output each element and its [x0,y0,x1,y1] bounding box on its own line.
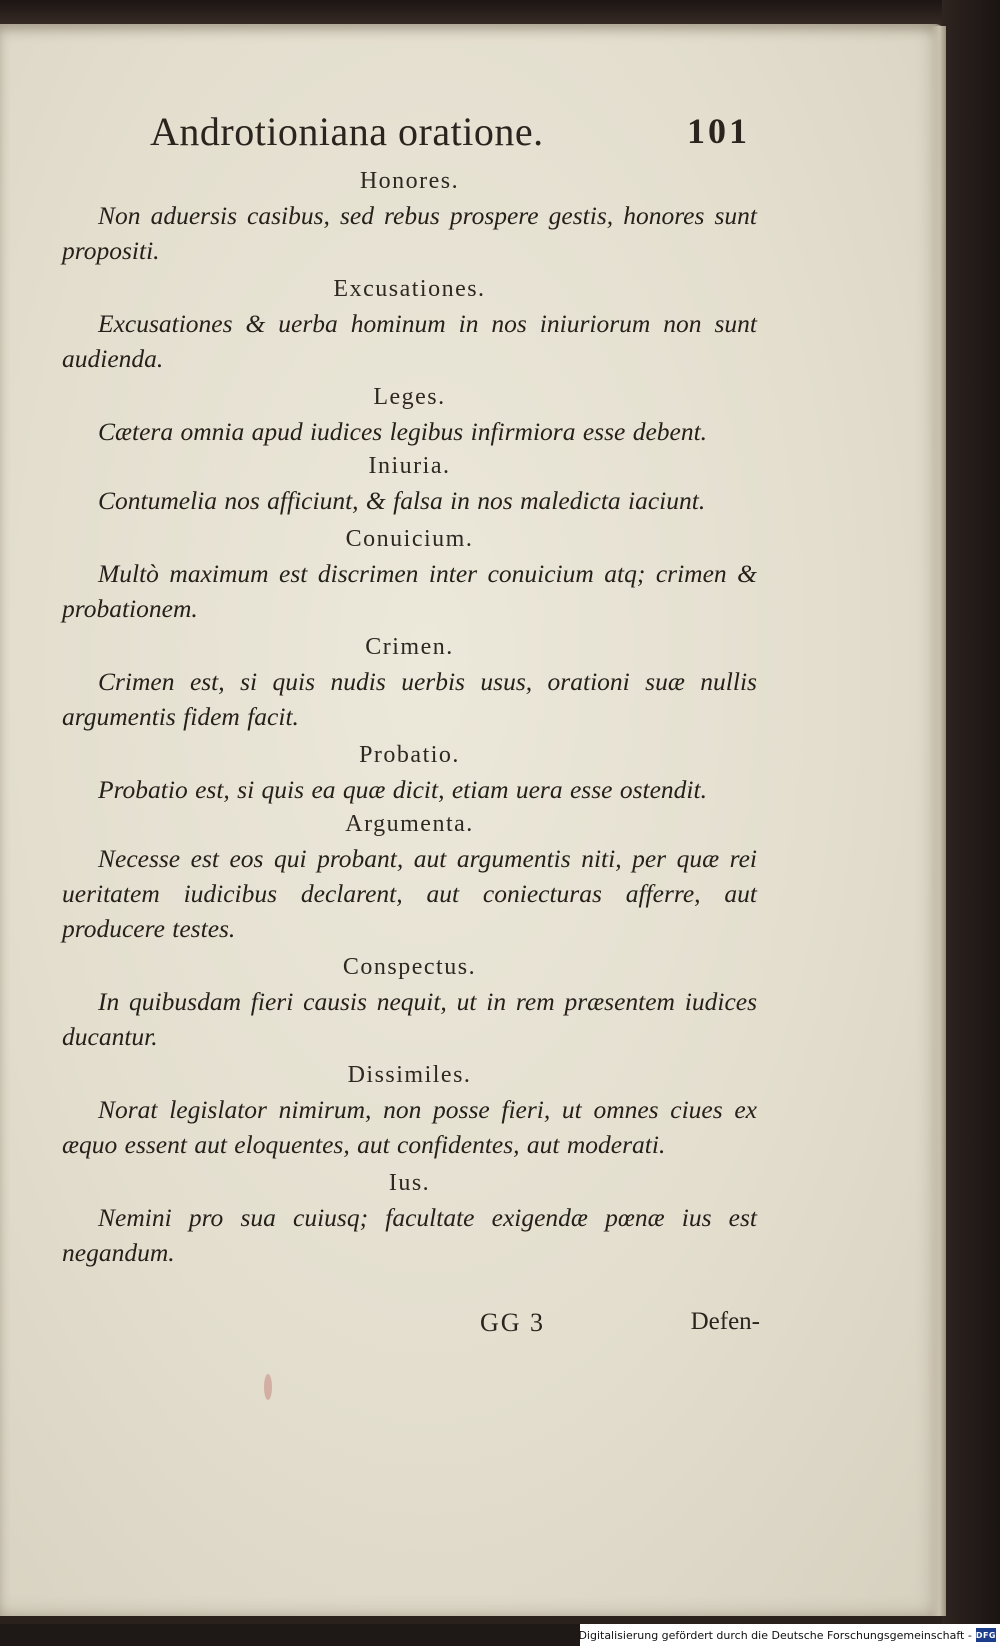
page-edge [930,26,946,1616]
section-heading: Dissimiles. [347,1062,472,1088]
section-heading: Crimen. [365,634,454,660]
digitization-credit-bar [580,1624,1000,1646]
section-text: Contumelia nos afficiunt, & falsa in nos maledicta iaciunt. [98,486,706,515]
section-text: Nemini pro sua cuiusq; facultate exigendæ pœnæ ius est negandum. [62,1203,757,1267]
section-heading: Conspectus. [342,954,477,980]
page-number: 101 [687,111,750,151]
section [62,1058,757,1162]
section [62,380,757,449]
section-heading: Honores. [359,168,460,194]
section-text: Multò maximum est discrimen inter conuicium atq; crimen & probationem. [62,559,757,623]
section-heading: Excusationes. [333,276,486,302]
signature-mark: GG 3 [480,1308,546,1337]
section-text: Non aduersis casibus, sed rebus prospere gestis, honores sunt propositi. [62,201,757,265]
section-heading: Leges. [373,384,446,410]
section-heading: Ius. [388,1170,431,1196]
page-header [150,108,750,158]
section [62,272,757,376]
credit-text: Digitalisierung gefördert durch die Deutsche Forschungsgemeinschaft - [578,1628,972,1642]
dfg-logo-text: DFG [975,1630,996,1640]
section-text: Necesse est eos qui probant, aut argumentis niti, per quæ rei ueritatem iudicibus declarent, aut coniecturas afferre, aut producere testes. [62,844,757,943]
section-heading: Conuicium. [345,526,474,552]
section-text: Crimen est, si quis nudis uerbis usus, orationi suæ nullis argumentis fidem facit. [62,667,757,731]
section [62,807,757,946]
section-text: In quibusdam fieri causis nequit, ut in rem præsentem iudices ducantur. [62,987,757,1051]
page-footer [480,1308,760,1348]
section-heading: Iniuria. [368,453,451,479]
section-heading: Argumenta. [345,811,474,837]
paper-stain [264,1374,272,1400]
section [62,950,757,1054]
catchword: Defen- [690,1308,760,1335]
section-text: Norat legislator nimirum, non posse fieri, ut omnes ciues ex æquo essent aut eloquentes, aut confidentes, aut moderati. [62,1095,757,1159]
section [62,630,757,734]
section [62,522,757,626]
running-title: Androtioniana oratione. [150,109,544,154]
section [62,449,757,518]
section [62,164,757,268]
section-heading: Probatio. [359,742,460,768]
section-text: Excusationes & uerba hominum in nos iniuriorum non sunt audienda. [62,309,757,373]
scan-border-right [942,0,1000,1646]
section-text: Cætera omnia apud iudices legibus infirmiora esse debent. [98,417,708,446]
section [62,1166,757,1270]
section-text: Probatio est, si quis ea quæ dicit, etiam uera esse ostendit. [98,775,707,804]
dfg-logo-icon [976,1628,996,1642]
section [62,738,757,807]
page-body [62,164,757,1270]
